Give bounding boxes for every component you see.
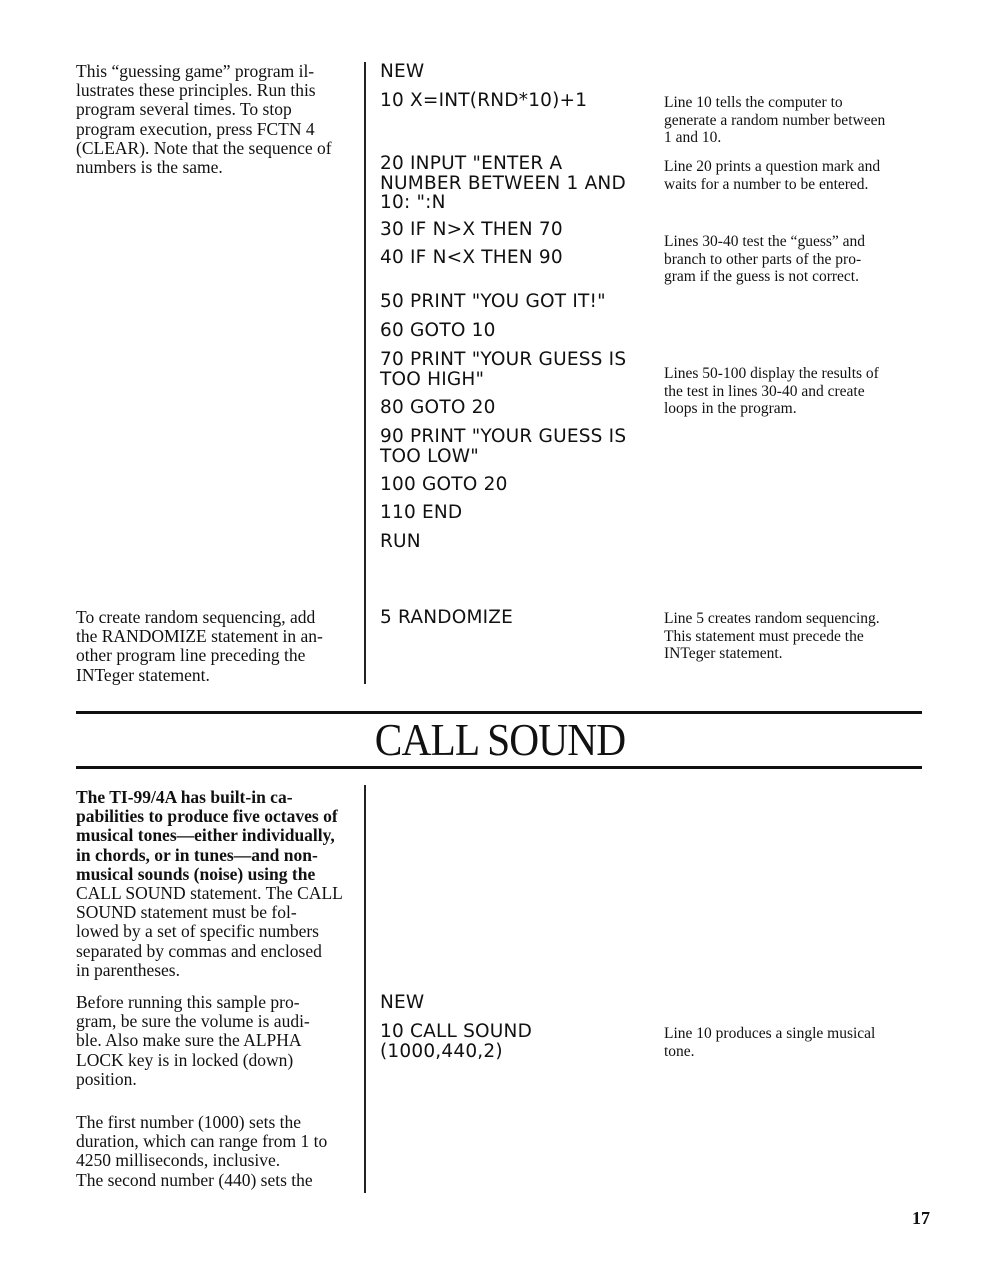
code-line-100: 100 GOTO 20 bbox=[380, 474, 508, 495]
code-line-new: NEW bbox=[380, 61, 425, 82]
guessing-game-intro-line: numbers is the same. bbox=[76, 157, 223, 178]
call-sound-intro-regular: CALL SOUND statement. The CALL SOUND statement must be fol- lowed by a set of specific numbers separated by commas and enclosed in parentheses. bbox=[76, 883, 343, 980]
guessing-game-intro-line: (CLEAR). Note that the sequence of bbox=[76, 137, 332, 158]
note-line-20: Line 20 prints a question mark and waits for a number to be entered. bbox=[664, 158, 881, 193]
code-line-90: 90 PRINT "YOUR GUESS IS TOO LOW" bbox=[380, 426, 627, 467]
guessing-game-intro bbox=[76, 62, 366, 177]
guessing-game-intro-line: This “guessing game” program il- bbox=[76, 61, 315, 81]
first-number-text: The first number (1000) sets the duration, which can range from 1 to 4250 milliseconds, inclusive. The second number (440) sets the bbox=[76, 1112, 328, 1190]
code-line-70: 70 PRINT "YOUR GUESS IS TOO HIGH" bbox=[380, 349, 627, 390]
code-line-5: 5 RANDOMIZE bbox=[380, 607, 514, 628]
note-line-5: Line 5 creates random sequencing. This statement must precede the INTeger statement. bbox=[664, 610, 880, 663]
code-line-20: 20 INPUT "ENTER A NUMBER BETWEEN 1 AND 10: ":N bbox=[380, 153, 626, 213]
code-line-10: 10 X=INT(RND*10)+1 bbox=[380, 90, 588, 111]
guessing-game-intro-line: lustrates these principles. Run this bbox=[76, 80, 316, 101]
guessing-game-intro-line: program execution, press FCTN 4 bbox=[76, 118, 315, 139]
note-line-10: Line 10 tells the computer to generate a random number between 1 and 10. bbox=[664, 94, 886, 147]
code-line-80: 80 GOTO 20 bbox=[380, 397, 496, 418]
code-line-run: RUN bbox=[380, 531, 421, 552]
note-lines-30-40: Lines 30-40 test the “guess” and branch to other parts of the pro- gram if the guess is not correct. bbox=[664, 233, 866, 286]
call-sound-intro-bold: The TI-99/4A has built-in ca- pabilities to produce five octaves of musical tones—either individually, in chords, or in tunes—and non- musical sounds (noise) using the bbox=[76, 787, 338, 884]
randomize-intro: To create random sequencing, add the RANDOMIZE statement in an- other program line preceding the INTeger statement. bbox=[76, 607, 323, 685]
note-lines-50-100: Lines 50-100 display the results of the test in lines 30-40 and create loops in the program. bbox=[664, 365, 879, 418]
call-sound-code-10: 10 CALL SOUND (1000,440,2) bbox=[380, 1021, 533, 1062]
column-divider-top bbox=[364, 62, 366, 684]
code-line-110: 110 END bbox=[380, 502, 463, 523]
code-line-30: 30 IF N>X THEN 70 bbox=[380, 219, 563, 240]
code-line-60: 60 GOTO 10 bbox=[380, 320, 496, 341]
code-line-50: 50 PRINT "YOU GOT IT!" bbox=[380, 291, 606, 312]
before-running-text: Before running this sample pro- gram, be sure the volume is audi- ble. Also make sure the ALPHA LOCK key is in locked (down) position. bbox=[76, 992, 310, 1089]
guessing-game-intro-line: program several times. To stop bbox=[76, 99, 292, 120]
page-number: 17 bbox=[912, 1208, 930, 1228]
call-sound-code-new: NEW bbox=[380, 992, 425, 1013]
code-line-40: 40 IF N<X THEN 90 bbox=[380, 247, 563, 268]
call-sound-intro bbox=[76, 788, 376, 980]
section-rule-bottom bbox=[76, 766, 922, 769]
section-title: CALL SOUND bbox=[374, 714, 626, 765]
call-sound-note-10: Line 10 produces a single musical tone. bbox=[664, 1025, 876, 1060]
